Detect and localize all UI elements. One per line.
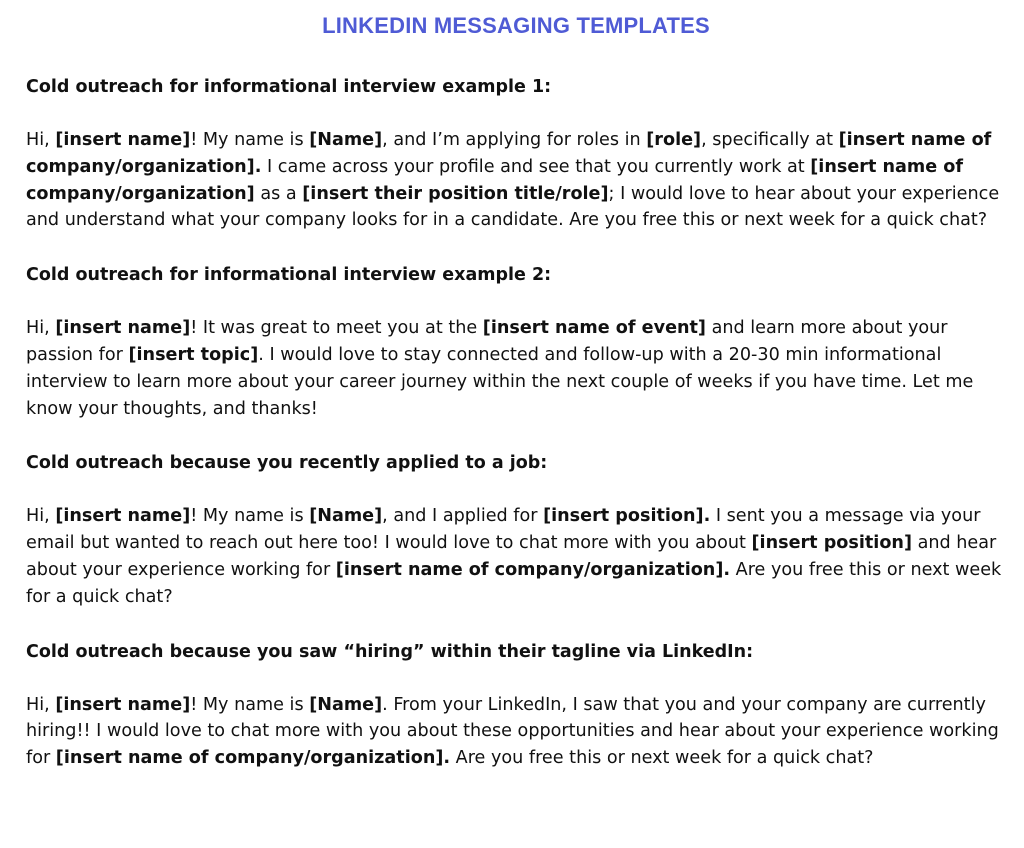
body-text-run: Hi,	[26, 694, 56, 715]
template-section-2	[26, 262, 1006, 422]
body-text-run: Are you free this or next week for a quick chat?	[450, 748, 874, 769]
placeholder-text: [insert their position title/role]	[302, 183, 609, 204]
placeholder-text: [insert name of company/organization].	[335, 559, 731, 580]
body-text-run: ; I would love to hear about your experience and understand what your company looks for in a candidate. Are you free this or next week for a quick chat?	[26, 183, 1000, 231]
placeholder-text: [insert name]	[55, 506, 191, 527]
body-text-run: , specifically at	[701, 130, 839, 150]
body-text-run: Hi,	[26, 506, 56, 527]
placeholder-text: [role]	[646, 130, 702, 150]
template-section-3	[26, 450, 1006, 610]
body-text-run: as a	[254, 183, 303, 204]
body-text-run: . From your LinkedIn, I saw that you and your company are currently hiring!! I would love to chat more with you about these opportunities and hear about your experience working for	[26, 694, 999, 769]
message-body	[26, 692, 1006, 772]
placeholder-text: [Name]	[309, 130, 383, 150]
section-heading: Cold outreach because you saw “hiring” within their tagline via LinkedIn:	[26, 641, 754, 662]
placeholder-text: [insert name]	[55, 318, 191, 339]
document-page	[26, 12, 1006, 800]
message-body	[26, 503, 1006, 610]
body-text-run: Hi,	[26, 318, 56, 339]
template-section-1	[26, 74, 1006, 234]
body-text-run: I sent you a message via your email but wanted to reach out here too! I would love to chat more with you about	[26, 506, 981, 554]
placeholder-text: [insert position]	[751, 533, 912, 554]
body-text-run: ! My name is	[190, 130, 310, 150]
body-text-run: , and I applied for	[382, 506, 544, 527]
template-section-4	[26, 639, 1006, 772]
body-text-run: ! It was great to meet you at the	[190, 318, 483, 339]
placeholder-text: [insert position].	[543, 506, 711, 527]
body-text-run: , and I’m applying for roles in	[382, 130, 647, 150]
placeholder-text: [insert name of company/organization].	[55, 748, 451, 769]
section-heading: Cold outreach for informational interview example 2:	[26, 265, 552, 286]
placeholder-text: [insert name of event]	[482, 318, 706, 339]
message-body	[26, 315, 1006, 422]
body-text-run: I came across your profile and see that you currently work at	[261, 156, 811, 177]
body-text-run: ! My name is	[190, 506, 310, 527]
body-text-run: Are you free this or next week for a quick chat?	[26, 559, 1002, 607]
placeholder-text: [insert topic]	[128, 344, 259, 365]
section-heading: Cold outreach because you recently applied to a job:	[26, 453, 548, 474]
body-text-run: ! My name is	[190, 694, 310, 715]
placeholder-text: [Name]	[309, 506, 383, 527]
body-text-run: Hi,	[26, 130, 56, 150]
body-text-run: and learn more about your passion for	[26, 318, 948, 365]
body-text-run: and hear about your experience working for	[26, 533, 997, 580]
section-heading: Cold outreach for informational interview example 1:	[26, 77, 552, 97]
body-text-run: . I would love to stay connected and follow-up with a 20-30 min informational interview to learn more about your career journey within the next couple of weeks if you have time. Let me know your thoughts, and thanks!	[26, 344, 974, 419]
placeholder-text: [insert name]	[55, 130, 191, 150]
placeholder-text: [insert name of company/organization]	[26, 156, 964, 204]
placeholder-text: [Name]	[309, 694, 383, 715]
message-body	[26, 127, 1006, 234]
placeholder-text: [insert name of company/organization].	[26, 130, 992, 177]
page-title: LINKEDIN MESSAGING TEMPLATES	[322, 13, 710, 38]
placeholder-text: [insert name]	[55, 694, 191, 715]
